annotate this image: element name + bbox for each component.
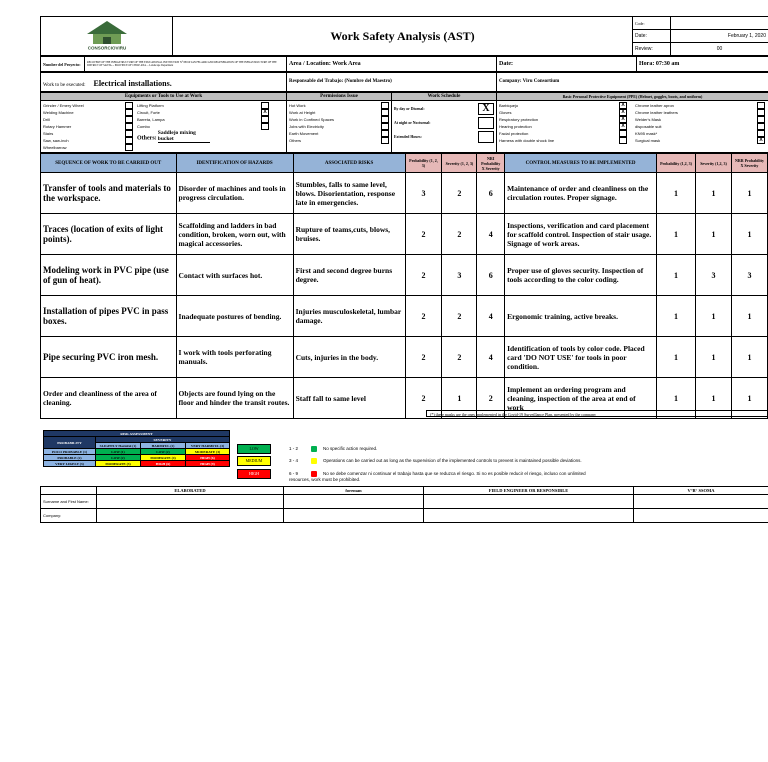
risk-row: [44, 461, 230, 467]
review-value[interactable]: 00: [671, 43, 768, 56]
sig-company-ssoma[interactable]: [634, 509, 768, 523]
ppe-checkbox[interactable]: [757, 109, 765, 116]
equipment-checkbox[interactable]: [261, 116, 269, 123]
permission-item-label: Earth Movement: [289, 130, 319, 136]
extended-checkbox[interactable]: [478, 131, 494, 143]
ppe-checkbox[interactable]: [757, 116, 765, 123]
permission-checkbox[interactable]: [381, 123, 389, 130]
equipment-checkbox[interactable]: [125, 116, 133, 123]
cell-p2: 1: [657, 173, 696, 214]
ppe-item-label: Gloves: [499, 109, 512, 115]
severity-column: HARMFUL (2): [141, 443, 186, 449]
cell-s: 1: [442, 378, 477, 419]
sig-name-elaborated[interactable]: [97, 495, 284, 509]
equipment-item-label: Saw, saw-inch: [43, 137, 69, 143]
equipment-item: [43, 109, 133, 116]
cell-p2: 1: [657, 378, 696, 419]
note-text: Operations can be carried out as long as the supervision of the implemented controls to prevent is maintained possible deviations.: [323, 458, 582, 464]
permission-item: [289, 109, 389, 116]
cell-nri: 2: [477, 378, 505, 419]
night-checkbox[interactable]: [478, 117, 494, 129]
probability-row-label: POCO PROBABLE (1): [44, 449, 96, 455]
cell-control: Implement an ordering program and cleaning, inspection of the area at end of work: [505, 378, 657, 419]
cell-nri: 4: [477, 296, 505, 337]
date-value[interactable]: February 1, 2020: [671, 30, 768, 43]
equipment-item: [43, 130, 133, 137]
permission-item: [289, 123, 389, 130]
risk-cell: HIGH (6): [141, 461, 186, 467]
equipment-item-label: Combo: [137, 123, 150, 129]
column-header: CONTROL MEASURES TO BE IMPLEMENTED: [505, 154, 657, 173]
permission-item-label: Hot Work: [289, 102, 306, 108]
cell-risk: First and second degree burns degree.: [293, 255, 405, 296]
ppe-item: [499, 137, 627, 144]
cell-hazard: Scaffolding and ladders in bad condition, broken, worn out, with magical accessories.: [176, 214, 293, 255]
equipment-item: [137, 123, 269, 130]
risk-cell: HIGH (9): [186, 461, 230, 467]
note-medium: [289, 458, 619, 464]
ppe-checkbox[interactable]: [757, 102, 765, 109]
form-title: Work Safety Analysis (AST): [173, 17, 633, 56]
cell-nrr: 1: [732, 296, 768, 337]
note-range: 6 - 9: [289, 471, 299, 477]
project-value: RECOVERY OF THE INFRASTRUCTURE OF THE EDUCATIONAL INSTITUTION N° 88016 SAN FELARIO AND REGENERATION OF THE INFRASTRUCTURE OF THE DISTRICT OF SANTA ... PROVINCE OF CHILE ANA ... Landscape Department: [85, 57, 287, 72]
ppe-item-label: Welder's Mask: [635, 116, 662, 122]
ppe-item-label: Surgical mask: [635, 137, 661, 143]
arrow-icon: [311, 446, 317, 452]
arrow-icon: [311, 458, 317, 464]
review-label: Review:: [633, 43, 671, 56]
analysis-table: [40, 153, 768, 419]
equipment-item-label: Circuit, Forte: [137, 109, 160, 115]
cell-control: Proper use of gloves security. Inspection of tools according to the color coding.: [505, 255, 657, 296]
cell-seq: Pipe securing PVC iron mesh.: [41, 337, 177, 378]
permission-checkbox[interactable]: [381, 130, 389, 137]
permissions-heading: Permissions Issue: [287, 93, 392, 101]
sig-company-foreman[interactable]: [284, 509, 424, 523]
column-header: Probability (1,2, 3): [657, 154, 696, 173]
column-header: NRR Probability X Severity: [732, 154, 768, 173]
ppe-item-label: Respiratory protection: [499, 116, 539, 122]
ppe-item-label: Facial protection: [499, 130, 529, 136]
ppe-item-label: Hearing protection: [499, 123, 532, 129]
analysis-row: [41, 255, 768, 296]
night-label: At night or Nocturnal:: [394, 121, 431, 125]
company-logo: [41, 17, 173, 56]
ppe-item: [635, 137, 765, 144]
cell-s: 2: [442, 173, 477, 214]
equipment-list-1: [43, 102, 133, 151]
cell-risk: Cuts, injuries in the body.: [293, 337, 405, 378]
permission-item-label: Others: [289, 137, 302, 143]
equipment-item-label: Welding Machine: [43, 109, 74, 115]
cell-p: 2: [405, 337, 442, 378]
ppe-item: [635, 109, 765, 116]
note-text: No se debe comenzar ni continuar el trabajo hasta que se reduzca el riesgo. Si no es posible reducir el riesgo, incluso con unlimited resources, work must be prohibited.: [289, 471, 586, 482]
risk-cell: MODERATE (3): [186, 449, 230, 455]
ppe-item-label: Chrome leather leathers: [635, 109, 678, 115]
permission-checkbox[interactable]: [381, 109, 389, 116]
ppe-item: [635, 123, 765, 130]
covid-note: (*) these masks are the ones implemented in the Covid-19 Surveillance Plan, presented by the company: [426, 410, 768, 417]
probability-row-label: VERY LIKELY (3): [44, 461, 96, 467]
cell-nri: 6: [477, 255, 505, 296]
schedule-heading: Work Schedule: [392, 93, 497, 101]
risk-cell: LOW (2): [96, 455, 141, 461]
analysis-header-row: [41, 154, 768, 173]
equipment-checkbox[interactable]: [125, 109, 133, 116]
ppe-heading: Basic Personal Protective Equipment (PPE) (Helmet, goggles, boots, and uniform): [497, 93, 768, 101]
cell-nri: 6: [477, 173, 505, 214]
ppe-checkbox[interactable]: X: [619, 102, 627, 109]
project-row: [40, 56, 768, 72]
sig-company-elaborated[interactable]: [97, 509, 284, 523]
cell-p2: 1: [657, 255, 696, 296]
cell-s: 2: [442, 214, 477, 255]
severity-label: SEVERITY: [96, 437, 230, 443]
cell-p: 3: [405, 173, 442, 214]
sig-header-engineer: FIELD ENGINEER OR RESPONSIBLE: [424, 487, 634, 495]
equipment-item: [137, 109, 269, 116]
cell-s: 3: [442, 255, 477, 296]
cell-hazard: Disorder of machines and tools in progress circulation.: [176, 173, 293, 214]
cell-p: 2: [405, 378, 442, 419]
work-row: [40, 72, 768, 92]
severity-column: VERY HARMFUL (3): [186, 443, 230, 449]
cell-hazard: Inadequate postures of bending.: [176, 296, 293, 337]
equipment-item-label: Stairs: [43, 130, 54, 136]
cell-seq: Order and cleanliness of the area of cleaning.: [41, 378, 177, 419]
cell-nrr: 3: [732, 255, 768, 296]
legend-high: HIGH: [237, 469, 271, 479]
ppe-item-label: KN95 mask*: [635, 130, 658, 136]
probability-label: PROBABILITY: [44, 437, 96, 449]
equipment-item: [43, 123, 133, 130]
cell-nrr: 1: [732, 378, 768, 419]
ppe-checkbox[interactable]: [619, 130, 627, 137]
risk-cell: HIGH (6): [186, 455, 230, 461]
cell-s2: 3: [696, 255, 732, 296]
ppe-item-label: Harness with double shock line: [499, 137, 555, 143]
ppe-checkbox[interactable]: [757, 123, 765, 130]
ppe-item: [635, 130, 765, 137]
ppe-item-label: disposable suit: [635, 123, 662, 129]
cell-s: 2: [442, 337, 477, 378]
cell-s2: 1: [696, 173, 732, 214]
sig-company-label: Company:: [41, 509, 97, 523]
permission-checkbox[interactable]: [381, 137, 389, 144]
note-high: [289, 471, 589, 482]
permission-item-label: Work in Confined Spaces: [289, 116, 335, 122]
column-header: Severity (1, 2, 3): [442, 154, 477, 173]
project-date-label: Date:: [497, 57, 637, 72]
column-header: NRI Probability X Severity: [477, 154, 505, 173]
ppe-checkbox[interactable]: [757, 130, 765, 137]
legend-low: LOW: [237, 444, 271, 454]
sig-header-ssoma: V°B° SSOMA: [634, 487, 768, 495]
cell-p2: 1: [657, 214, 696, 255]
cell-s2: 1: [696, 378, 732, 419]
ppe-item: [499, 102, 627, 109]
work-value[interactable]: Electrical installations.: [93, 79, 172, 88]
permission-checkbox[interactable]: [381, 102, 389, 109]
equipment-item-label: Rotary Hammer: [43, 123, 72, 129]
permission-item-label: Work at Height: [289, 109, 316, 115]
equipment-checkbox[interactable]: [125, 137, 133, 144]
permissions-list: [287, 101, 392, 153]
cell-p2: 1: [657, 296, 696, 337]
equipment-item: [43, 144, 133, 151]
cell-seq: Traces (location of exits of light points).: [41, 214, 177, 255]
area-label: Area / Location: Work Area: [287, 57, 497, 72]
code-value[interactable]: [671, 17, 768, 30]
date-label: Date:: [633, 30, 671, 43]
ppe-checkbox[interactable]: X: [619, 116, 627, 123]
risk-cell: MODERATE (4): [141, 455, 186, 461]
equipment-checkbox[interactable]: [261, 123, 269, 130]
signature-block: [40, 486, 768, 523]
sig-name-engineer[interactable]: [424, 495, 634, 509]
cell-p: 2: [405, 214, 442, 255]
ppe-item: [635, 116, 765, 123]
cell-control: Inspections, verification and card placement for scaffold control. Inspection of stair usage. Signage of work areas.: [505, 214, 657, 255]
note-range: 1 - 2: [289, 446, 299, 452]
cell-s2: 1: [696, 337, 732, 378]
work-label: Work to be executed:: [43, 83, 86, 88]
ppe-item: [499, 109, 627, 116]
cell-nrr: 1: [732, 173, 768, 214]
sig-name-ssoma[interactable]: [634, 495, 768, 509]
hour-label: Hora: 07:30 am: [637, 57, 768, 72]
equipment-item: [43, 137, 133, 144]
risk-assessment-matrix: [43, 430, 229, 467]
legend-medium: MEDIUM: [237, 456, 271, 466]
cell-nrr: 1: [732, 337, 768, 378]
checklists: [40, 92, 768, 153]
column-header: ASSOCIATED RISKS: [293, 154, 405, 173]
risk-cell: LOW (1): [96, 449, 141, 455]
cell-control: Ergonomic training, active breaks.: [505, 296, 657, 337]
note-range: 3 - 4: [289, 458, 299, 464]
analysis-row: [41, 337, 768, 378]
permission-item: [289, 102, 389, 109]
permission-item: [289, 116, 389, 123]
analysis-row: [41, 296, 768, 337]
cell-risk: Injuries musculoskeletal, lumbar damage.: [293, 296, 405, 337]
cell-p2: 1: [657, 337, 696, 378]
column-header: SEQUENCE OF WORK TO BE CARRIED OUT: [41, 154, 177, 173]
note-text: No specific action required.: [323, 446, 378, 452]
severity-column: SLIGHTLY Harmful (1): [96, 443, 141, 449]
cell-nrr: 1: [732, 214, 768, 255]
sig-header-foreman: foreman: [284, 487, 424, 495]
ppe-list-2: [627, 102, 765, 144]
equipment-checkbox[interactable]: [125, 130, 133, 137]
equipment-checkbox[interactable]: [261, 102, 269, 109]
day-label: By day or Diurnal:: [394, 107, 425, 111]
cell-nri: 4: [477, 337, 505, 378]
cell-hazard: Contact with surfaces hot.: [176, 255, 293, 296]
equipment-list-2: [133, 102, 269, 151]
cell-p: 2: [405, 255, 442, 296]
cell-s: 2: [442, 296, 477, 337]
others-value[interactable]: Saddlejo mixing bucket: [158, 131, 210, 143]
note-low: [289, 446, 377, 452]
equipment-checkbox[interactable]: [125, 144, 133, 151]
extended-label: Extended Hours:: [394, 135, 422, 139]
cell-s2: 1: [696, 214, 732, 255]
ppe-checkbox[interactable]: X: [619, 123, 627, 130]
ast-form: [40, 16, 768, 419]
equipment-item-label: Barreta, Lampa: [137, 116, 165, 122]
ppe-checkbox[interactable]: X: [757, 137, 765, 144]
ppe-item: [499, 123, 627, 130]
sig-name-foreman[interactable]: [284, 495, 424, 509]
equipment-item-label: Wheelbarrow: [43, 144, 67, 150]
project-label: Number del Proyecto:: [41, 57, 85, 72]
ppe-checkbox[interactable]: [619, 137, 627, 144]
sig-name-label: Surname and First Name:: [41, 495, 97, 509]
equipment-checkbox[interactable]: [125, 123, 133, 130]
cell-hazard: Objects are found lying on the floor and hinder the transit routes.: [176, 378, 293, 419]
responsible-label: Responsable del Trabajo: (Nombre del Maestro): [287, 73, 497, 92]
cell-control: Identification of tools by color code. Placed card 'DO NOT USE' for tools in poor condition.: [505, 337, 657, 378]
equipment-checkbox[interactable]: [125, 102, 133, 109]
cell-risk: Rupture of teams,cuts, blows, bruises.: [293, 214, 405, 255]
equipment-item: [137, 102, 269, 109]
company-label: Company: Viru Consortium: [497, 73, 768, 92]
permission-item-label: Jobs with Electricity: [289, 123, 324, 129]
sig-company-engineer[interactable]: [424, 509, 634, 523]
ppe-item: [635, 102, 765, 109]
permission-checkbox[interactable]: [381, 116, 389, 123]
code-label: Code:: [633, 17, 671, 30]
analysis-row: [41, 214, 768, 255]
day-checkbox[interactable]: X: [478, 103, 494, 115]
cell-risk: Staff fall to same level: [293, 378, 405, 419]
cell-p: 2: [405, 296, 442, 337]
others-label: Others:: [137, 135, 157, 142]
schedule-block: [392, 101, 497, 153]
ppe-item-label: Chrome leather apron: [635, 102, 674, 108]
cell-seq: Modeling work in PVC pipe (use of gun of heat).: [41, 255, 177, 296]
equipment-item: [137, 116, 269, 123]
ppe-list-1: [499, 102, 627, 144]
svg-text:CONSORCIOVIRU: CONSORCIOVIRU: [87, 45, 126, 50]
risk-title: RISK ASSESSMENT: [44, 431, 230, 437]
equipment-heading: Equipments or Tools to Use at Work: [41, 93, 287, 101]
probability-row-label: PROBABLE (2): [44, 455, 96, 461]
column-header: Severity (1,2, 3): [696, 154, 732, 173]
sig-header-elaborated: ELABORATED: [97, 487, 284, 495]
equipment-item: [43, 102, 133, 109]
cell-nri: 4: [477, 214, 505, 255]
ppe-item: [499, 130, 627, 137]
cell-seq: Transfer of tools and materials to the workspace.: [41, 173, 177, 214]
house-logo-icon: [77, 18, 137, 50]
equipment-item-label: Grinder / Emery Wheel: [43, 102, 84, 108]
column-header: Probability (1, 2, 3): [405, 154, 442, 173]
permission-item: [289, 130, 389, 137]
cell-control: Maintenance of order and cleanliness on the circulation routes. Proper signage.: [505, 173, 657, 214]
ppe-item-label: Barbiquejo: [499, 102, 519, 108]
risk-cell: MODERATE (3): [96, 461, 141, 467]
equipment-item-label: Lifting Platform: [137, 102, 164, 108]
equipment-checkbox[interactable]: X: [261, 109, 269, 116]
cell-hazard: I work with tools perforating manuals.: [176, 337, 293, 378]
cell-risk: Stumbles, falls to same level, blows. Disorientation, response late in emergencies.: [293, 173, 405, 214]
equipment-item: [43, 116, 133, 123]
cell-seq: Installation of pipes PVC in pass boxes.: [41, 296, 177, 337]
risk-cell: LOW (2): [141, 449, 186, 455]
analysis-row: [41, 173, 768, 214]
column-header: IDENTIFICATION OF HAZARDS: [176, 154, 293, 173]
form-header: [40, 16, 768, 56]
permission-item: [289, 137, 389, 144]
ppe-item: [499, 116, 627, 123]
cell-s2: 1: [696, 296, 732, 337]
equipment-item-label: Drill: [43, 116, 50, 122]
ppe-checkbox[interactable]: X: [619, 109, 627, 116]
